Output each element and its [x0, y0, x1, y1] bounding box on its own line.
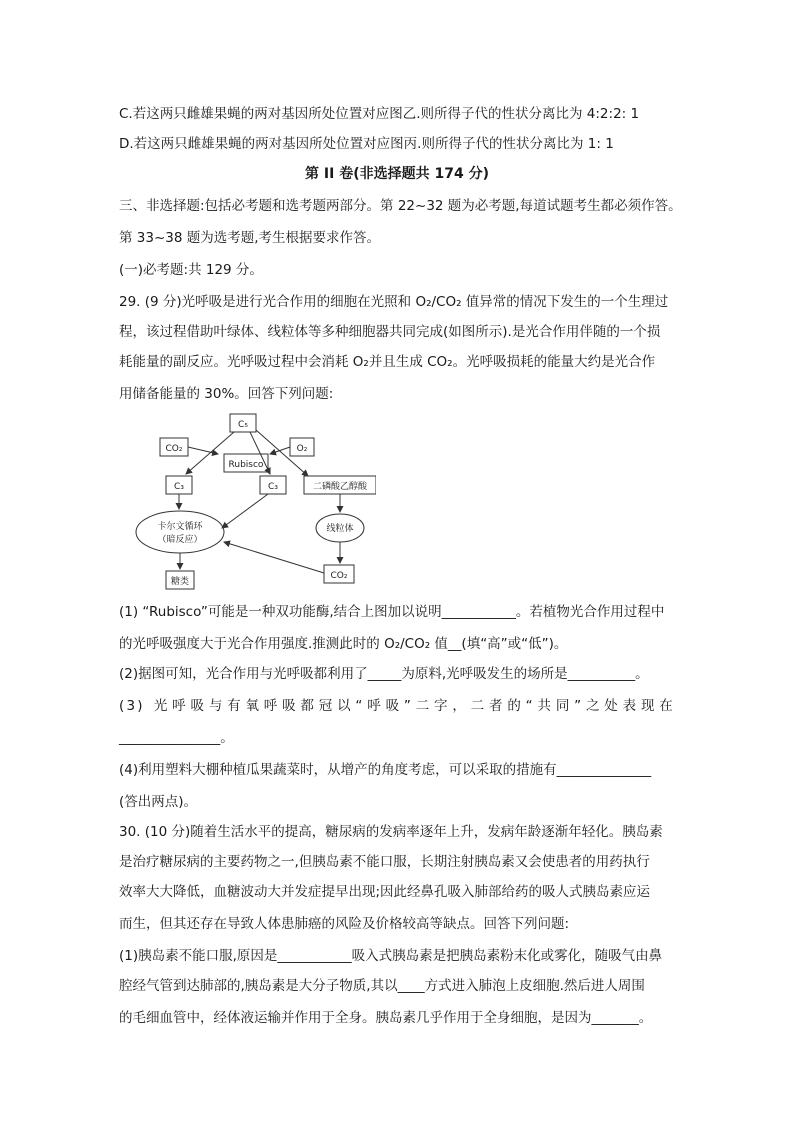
q29-stem-3: 耗能量的副反应。光呼吸过程中会消耗 O₂并且生成 CO₂。光呼吸损耗的能量大约是光合作 [119, 354, 656, 370]
q29-stem-1: 29. (9 分)光呼吸是进行光合作用的细胞在光照和 O₂/CO₂ 值异常的情况下发生的一个生理过 [119, 294, 669, 310]
q29-part3-a: (3) 光呼吸与有氧呼吸都冠以“呼吸”二字，二者的“共同”之处表现在 [119, 698, 675, 714]
co2-out-label: CO₂ [330, 571, 348, 581]
option-c: C.若这两只雌雄果蝇的两对基因所处位置对应图乙.则所得子代的性状分离比为 4:2:2: 1 [119, 106, 640, 122]
q29-part3-b: _______________。 [119, 730, 234, 746]
q29-part4-a: (4)利用塑料大棚种植瓜果蔬菜时，从增产的角度考虑，可以采取的措施有______________ [119, 762, 652, 778]
rubisco-label: Rubisco [228, 460, 264, 470]
arrow-co2-calvin [224, 542, 324, 573]
section-title: 第 II 卷(非选择题共 174 分) [305, 166, 489, 182]
glycolate-label: 二磷酸乙醇酸 [312, 482, 368, 492]
section-intro: 三、非选择题:包括必考题和选考题两部分。第 22~32 题为必考题,每道试题考生都必须作答。 [119, 198, 682, 214]
arrow-c5-c3left [186, 432, 234, 474]
arrow-o2-in [270, 447, 290, 454]
required-heading: (一)必考题:共 129 分。 [119, 262, 263, 278]
q29-part1-a: (1) “Rubisco”可能是一种双功能酶,结合上图加以说明___________。若植物光合作用过程中 [119, 604, 665, 620]
option-d: D.若这两只雌雄果蝇的两对基因所处位置对应图丙.则所得子代的性状分离比为 1: 1 [119, 136, 614, 152]
c5-label: C₅ [238, 420, 248, 430]
o2-in-label: O₂ [296, 444, 308, 454]
mito-label: 线粒体 [326, 524, 354, 534]
calvin-ellipse [136, 511, 224, 553]
q29-part4-b: (答出两点)。 [119, 794, 198, 810]
q29-stem-2: 程，该过程借助叶绿体、线粒体等多种细胞器共同完成(如图所示).是光合作用伴随的一个损 [119, 324, 661, 340]
q30-stem-4: 而生，但其还存在导致人体患肺癌的风险及价格较高等缺点。回答下列问题: [119, 916, 570, 932]
q30-stem-2: 是治疗糖尿病的主要药物之一,但胰岛素不能口服，长期注射胰岛素又会使患者的用药执行 [119, 854, 650, 870]
c3-right-label: C₃ [268, 482, 278, 492]
section-intro-cont: 第 33~38 题为选考题,考生根据要求作答。 [119, 230, 381, 246]
c3-left-label: C₃ [174, 482, 184, 492]
q30-part1-b: 腔经气管到达肺部的,胰岛素是大分子物质,其以____方式进入肺泡上皮细胞.然后进人周围 [119, 978, 645, 994]
co2-in-label: CO₂ [165, 444, 183, 454]
photorespiration-diagram [124, 410, 376, 590]
q29-stem-4: 用储备能量的 30%。回答下列问题: [119, 386, 334, 402]
calvin-sub-label: （暗反应） [157, 535, 203, 545]
q30-part1-c: 的毛细血管中，经体液运输并作用于全身。胰岛素几乎作用于全身细胞，是因为_______。 [119, 1010, 653, 1026]
q29-part1-b: 的光呼吸强度大于光合作用强度.推测此时的 O₂/CO₂ 值__(填“高”或“低”)。 [119, 636, 568, 652]
q30-part1-a: (1)胰岛素不能口服,原因是___________吸入式胰岛素是把胰岛素粉末化或雾化，随吸气由鼻 [119, 948, 663, 964]
q29-part2: (2)据图可知，光合作用与光呼吸都利用了_____为原料,光呼吸发生的场所是__________。 [119, 666, 649, 682]
q30-stem-3: 效率大大降低，血糖波动大并发症提早出现;因此经鼻孔吸入肺部给药的吸人式胰岛素应运 [119, 884, 651, 900]
calvin-label: 卡尔文循环 [157, 522, 203, 532]
sugar-label: 糖类 [170, 577, 190, 587]
arrow-c3right-calvin [222, 494, 268, 528]
q30-stem-1: 30. (10 分)随着生活水平的提高，糖尿病的发病率逐年上升，发病年龄逐渐年轻化。胰岛素 [119, 824, 663, 840]
